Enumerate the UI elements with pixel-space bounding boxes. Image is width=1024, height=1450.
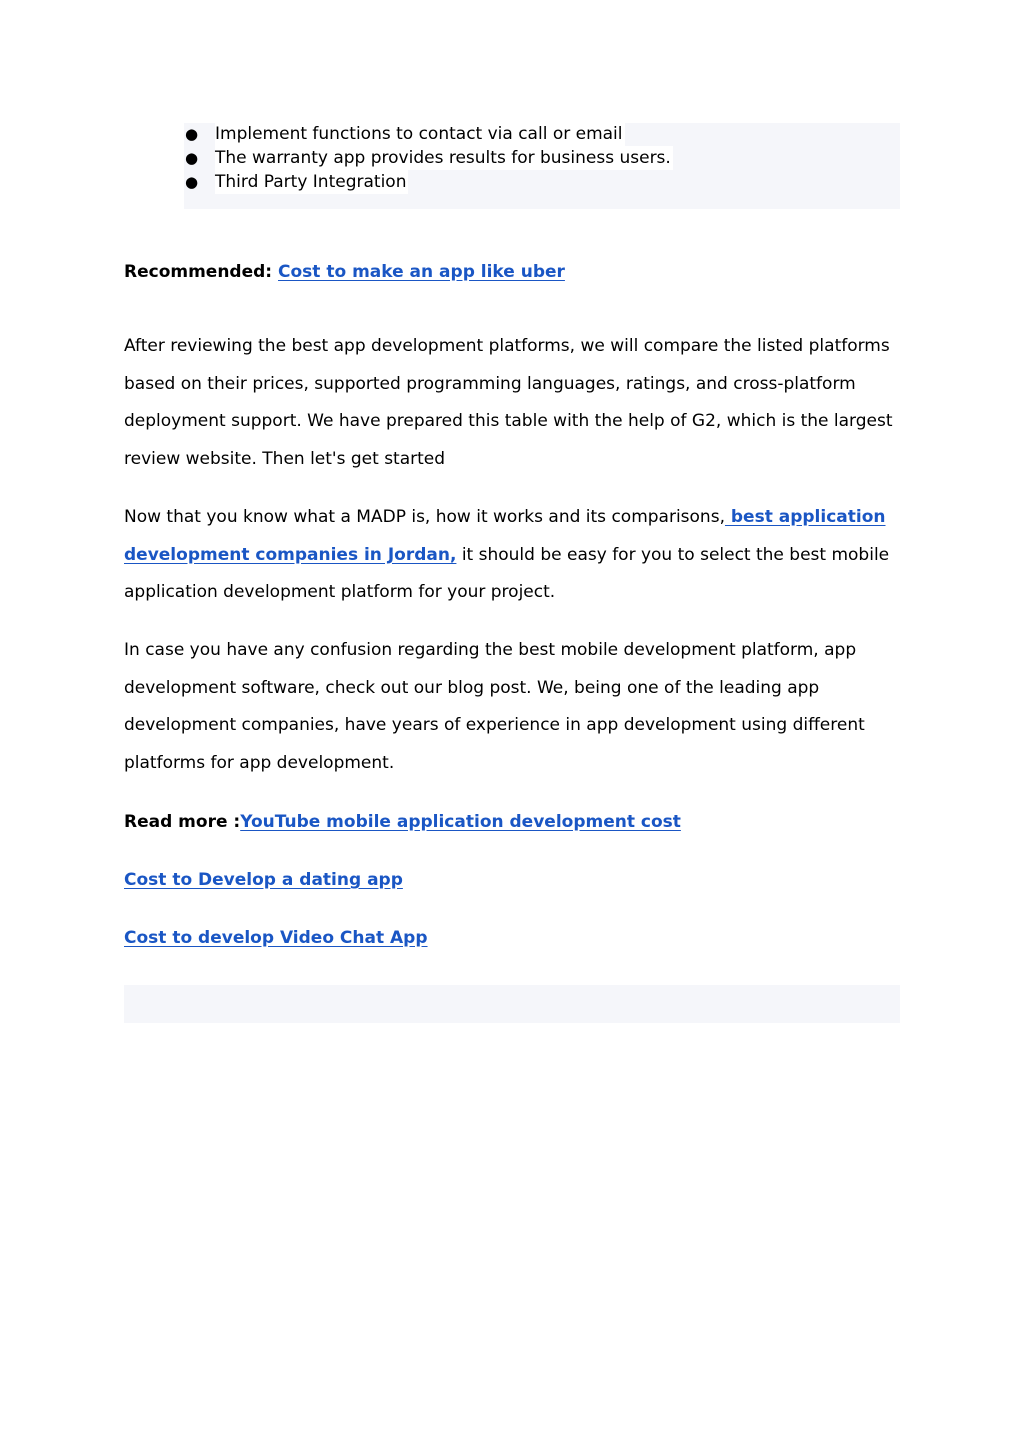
- feature-bullet-list: [184, 122, 673, 194]
- intro-paragraph: After reviewing the best app development platforms, we will compare the listed platforms based on their prices, supported programming languages, ratings, and cross-platform deployment support. We have prepared this table with the help of G2, which is the largest review website. Then let's get started: [124, 336, 893, 469]
- recommended-line: [124, 260, 904, 284]
- bullet-text: Third Party Integration: [215, 172, 407, 192]
- video-chat-line: [124, 926, 904, 950]
- bullet-icon: ●: [185, 125, 199, 143]
- paragraph-text: Now that you know what a MADP is, how it works and its comparisons,: [124, 507, 725, 527]
- youtube-cost-link[interactable]: YouTube mobile application development cost: [240, 812, 681, 832]
- list-item: [184, 122, 673, 146]
- dating-app-line: [124, 868, 904, 892]
- bullet-text: The warranty app provides results for business users.: [215, 148, 671, 168]
- bullet-text: Implement functions to contact via call or email: [215, 124, 623, 144]
- empty-background-box: [124, 985, 900, 1023]
- read-more-line: [124, 810, 904, 834]
- video-chat-link[interactable]: Cost to develop Video Chat App: [124, 928, 428, 948]
- jordan-companies-link[interactable]: best application development companies in Jordan,: [124, 507, 886, 565]
- confusion-paragraph: In case you have any confusion regarding the best mobile development platform, app development software, check out our blog post. We, being one of the leading app development companies, have years of experience in app development using different platforms for app development.: [124, 640, 865, 773]
- recommended-link[interactable]: Cost to make an app like uber: [278, 262, 565, 282]
- bullet-icon: ●: [185, 173, 199, 191]
- list-item: [184, 170, 673, 194]
- paragraph-text: it should be easy for you to select the best mobile application development platform for your project.: [124, 544, 890, 603]
- comparison-paragraph: [124, 499, 904, 612]
- dating-app-link[interactable]: Cost to Develop a dating app: [124, 870, 403, 890]
- list-item: [184, 146, 673, 170]
- bullet-icon: ●: [185, 149, 199, 167]
- read-more-label: Read more :: [124, 812, 241, 832]
- recommended-label: Recommended:: [124, 262, 279, 282]
